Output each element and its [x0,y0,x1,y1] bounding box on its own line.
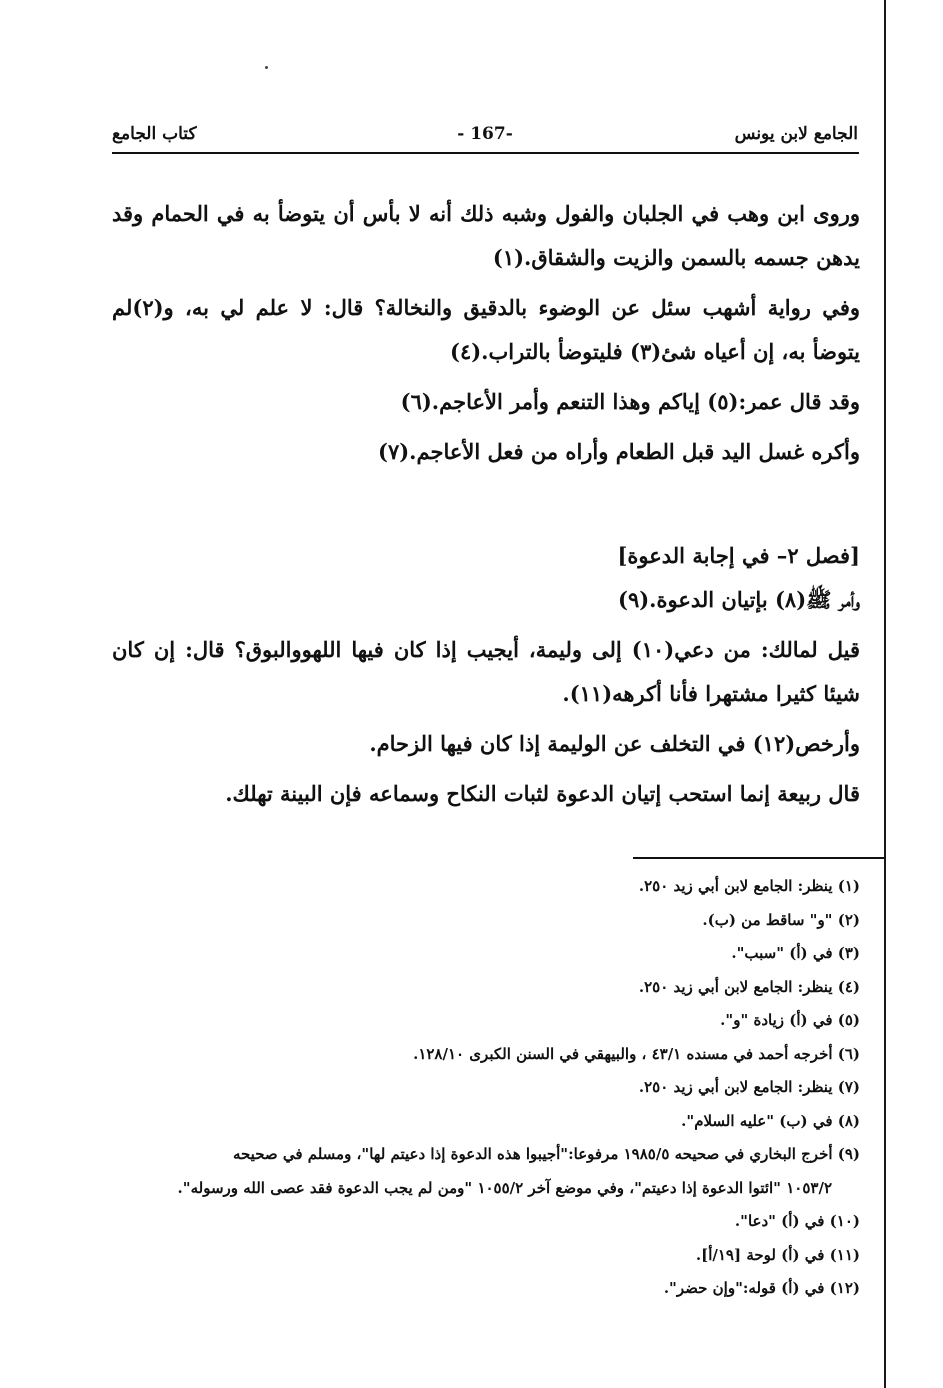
footnote-3: (٣) في (أ) "سبب". [731,944,860,962]
main-text [112,192,860,822]
header-book-title: الجامع لابن يونس [734,124,858,144]
footnote-rule [633,857,885,859]
footnote-1: (١) ينظر: الجامع لابن أبي زيد ٢٥٠. [638,877,860,895]
footnote-11: (١١) في (أ) لوحة [١٩/أ]. [695,1245,860,1264]
header-rule [112,152,859,154]
paragraph-6: قيل لمالك: من دعي(١٠) إلى وليمة، أيجيب إذا كان فيها اللهووالبوق؟ قال: إن كان شيئا كثيرا مشتهرا فأنا أكرهه(١١). [112,637,860,706]
footnote-8: (٨) في (ب) "عليه السلام". [681,1111,860,1130]
section-gap [112,480,860,534]
scan-speck [265,66,268,69]
section-heading: [فصل ٢– في إجابة الدعوة] [617,543,860,568]
footnote-2: (٢) "و" ساقط من (ب). [702,910,860,929]
footnote-12: (١٢) في (أ) قوله:"وإن حضر". [663,1279,860,1297]
footnote-6: (٦) أخرجه أحمد في مسنده ٤٣/١ ، والبيهقي في السنن الكبرى ١٢٨/١٠. [413,1044,860,1063]
paragraph-4: وأكره غسل اليد قبل الطعام وأراه من فعل الأعاجم.(٧) [378,439,860,464]
paragraph-5: وأمر ﷺ(٨) بإتيان الدعوة.(٩) [618,587,860,612]
paragraph-2: وفي رواية أشهب سئل عن الوضوء بالدقيق والنخالة؟ قال: لا علم لي به، و(٢)لم يتوضأ به، إن أعياه شئ(٣) فليتوضأ بالتراب.(٤) [112,295,860,364]
paragraph-1: وروى ابن وهب في الجلبان والفول وشبه ذلك أنه لا بأس أن يتوضأ به في الحمام وقد يدهن جسمه بالسمن والزيت والشقاق.(١) [112,201,860,270]
footnote-4: (٤) ينظر: الجامع لابن أبي زيد ٢٥٠. [638,977,860,996]
paragraph-8: قال ربيعة إنما استحب إتيان الدعوة لثبات النكاح وسماعه فإن البينة تهلك. [225,781,860,806]
header-chapter-title: كتاب الجامع [112,124,197,144]
paragraph-3: وقد قال عمر:(٥) إياكم وهذا التنعم وأمر الأعاجم.(٦) [400,389,860,414]
running-header [112,124,858,154]
footnote-7: (٧) ينظر: الجامع لابن أبي زيد ٢٥٠. [638,1078,860,1096]
footnote-5: (٥) في (أ) زيادة "و". [720,1011,860,1029]
page-edge-line [884,0,886,1388]
paragraph-7: وأرخص(١٢) في التخلف عن الوليمة إذا كان فيها الزحام. [369,731,860,756]
page-number: -167 - [457,124,513,144]
footnote-9: (٩) أخرج البخاري في صحيحه ١٩٨٥/٥ مرفوعا:"أجيبوا هذه الدعوة إذا دعيتم لها"، ومسلم في صحيحه [232,1145,860,1163]
footnotes [112,870,860,1306]
footnote-10: (١٠) في (أ) "دعا". [734,1212,860,1230]
footnote-9-continued: ١٠٥٣/٢ "ائتوا الدعوة إذا دعيتم"، وفي موضع آخر ١٠٥٥/٢ "ومن لم يجب الدعوة فقد عصى الله ورسوله". [177,1178,832,1197]
